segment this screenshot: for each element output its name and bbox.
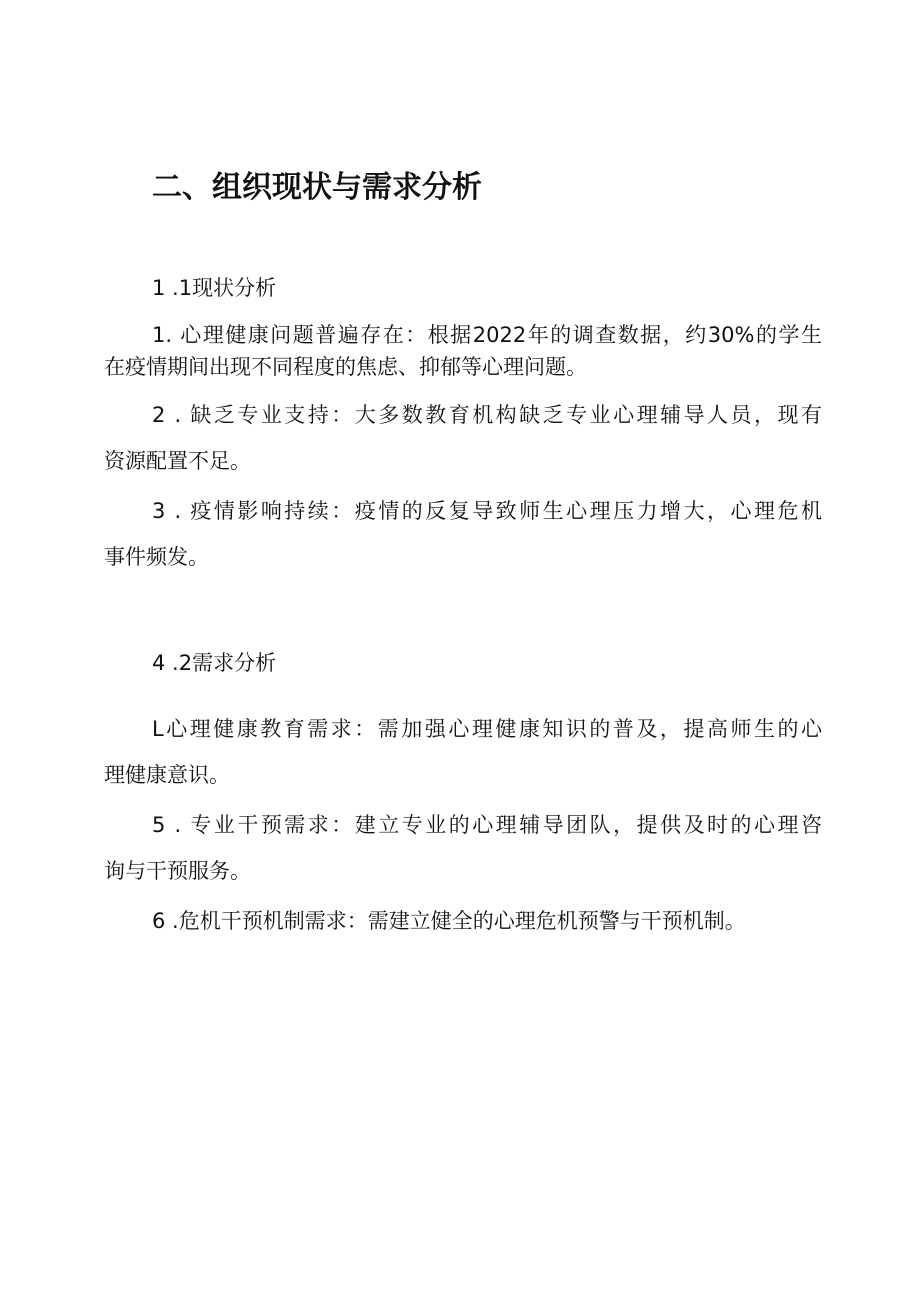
needs-item-2-line1: 5 . 专业干预需求：建立专业的心理辅导团队，提供及时的心理咨 — [152, 813, 822, 837]
needs-item-1-line1: L心理健康教育需求：需加强心理健康知识的普及，提高师生的心 — [152, 717, 822, 741]
status-item-2-line2: 资源配置不足。 — [104, 449, 251, 473]
needs-item-1-line2: 理健康意识。 — [104, 763, 230, 787]
subsection-title-needs: 4 .2需求分析 — [152, 651, 277, 675]
needs-item-1 — [152, 710, 822, 748]
status-item-1-line2: 在疫情期间出现不同程度的焦虑、抑郁等心理问题。 — [104, 355, 587, 379]
needs-item-2 — [152, 806, 822, 844]
status-item-3 — [152, 492, 822, 530]
status-item-3-line1: 3 . 疫情影响持续：疫情的反复导致师生心理压力增大，心理危机 — [152, 499, 822, 523]
status-item-2-line1: 2 . 缺乏专业支持：大多数教育机构缺乏专业心理辅导人员，现有 — [152, 403, 822, 427]
status-item-3-line2: 事件频发。 — [104, 545, 209, 569]
section-heading: 二、组织现状与需求分析 — [152, 170, 482, 205]
needs-item-2-line2: 询与干预服务。 — [104, 859, 251, 883]
needs-item-3-line1: 6 .危机干预机制需求：需建立健全的心理危机预警与干预机制。 — [152, 909, 746, 933]
status-item-2 — [152, 396, 822, 434]
status-item-1-line1: 1. 心理健康问题普遍存在：根据2022年的调查数据，约30%的学生 — [152, 323, 822, 347]
subsection-title-status: 1 .1现状分析 — [152, 276, 277, 300]
